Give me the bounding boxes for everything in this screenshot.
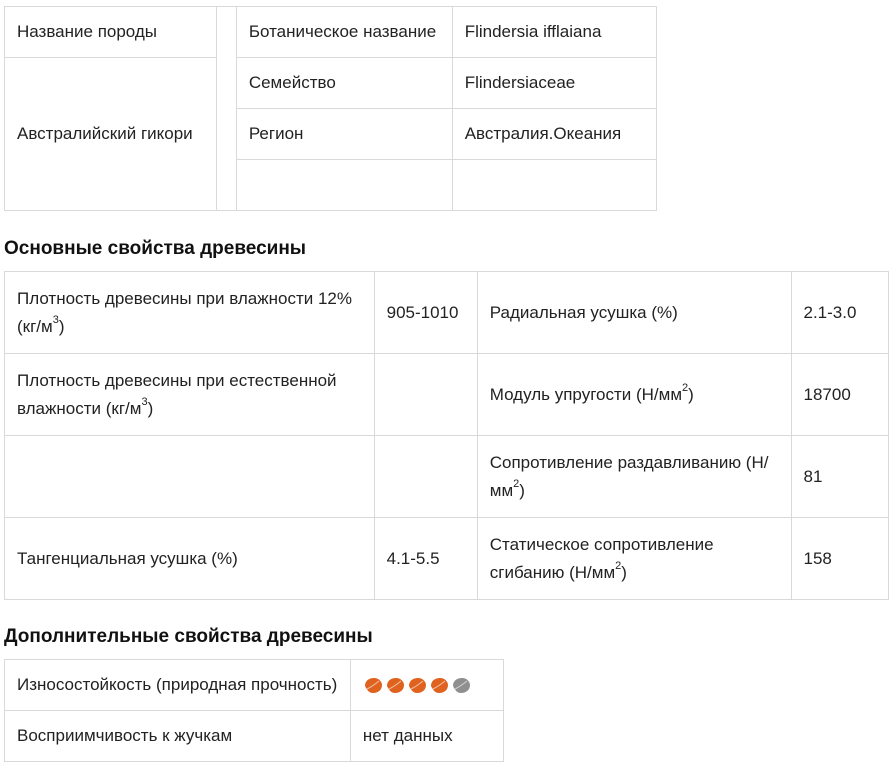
density-natural-value <box>374 354 477 436</box>
empty-cell <box>5 436 375 518</box>
durability-rating-leaves <box>363 671 491 699</box>
breed-label: Название породы <box>5 7 217 58</box>
radial-shrinkage-label: Радиальная усушка (%) <box>477 272 791 354</box>
radial-shrinkage-value: 2.1-3.0 <box>791 272 889 354</box>
tangential-shrinkage-value: 4.1-5.5 <box>374 518 477 600</box>
breed-value: Австралийский гикори <box>5 58 217 211</box>
leaf-icon <box>451 675 471 695</box>
leaf-icon <box>407 675 427 695</box>
density-natural-label: Плотность древесины при естественной влажности $(кг/м^3)$ <box>5 354 375 436</box>
empty-cell <box>236 160 452 211</box>
basic-properties-table <box>4 271 889 600</box>
crush-resistance-value: 81 <box>791 436 889 518</box>
beetle-susceptibility-label: Восприимчивость к жучкам <box>5 711 351 762</box>
crush-resistance-label: Сопротивление раздавливанию $(Н/мм^2)$ <box>477 436 791 518</box>
basic-properties-heading: Основные свойства древесины <box>4 238 307 259</box>
family-value: Flindersiaceae <box>452 58 656 109</box>
bending-resistance-value: 158 <box>791 518 889 600</box>
bending-resistance-label: Статическое сопротивление сгибанию $(Н/мм^2)$ <box>477 518 791 600</box>
elasticity-value: 18700 <box>791 354 889 436</box>
leaf-icon <box>363 675 383 695</box>
extra-properties-heading: Дополнительные свойства древесины <box>4 626 373 647</box>
family-label: Семейство <box>236 58 452 109</box>
beetle-susceptibility-value: нет данных <box>350 711 503 762</box>
leaf-icon <box>429 675 449 695</box>
empty-cell <box>452 160 656 211</box>
leaf-icon <box>385 675 405 695</box>
durability-label: Износостойкость (природная прочность) <box>5 660 351 711</box>
region-value: Австралия.Океания <box>452 109 656 160</box>
region-label: Регион <box>236 109 452 160</box>
empty-cell <box>374 436 477 518</box>
density12-label: Плотность древесины при влажности 12% $(кг/м^3)$ <box>5 272 375 354</box>
elasticity-label: Модуль упругости $(Н/мм^2)$ <box>477 354 791 436</box>
durability-rating <box>350 660 503 711</box>
extra-properties-table <box>4 659 504 762</box>
density12-value: 905-1010 <box>374 272 477 354</box>
species-table <box>4 6 657 211</box>
botanical-label: Ботаническое название <box>236 7 452 58</box>
tangential-shrinkage-label: Тангенциальная усушка (%) <box>5 518 375 600</box>
spacer-cell <box>217 7 237 211</box>
botanical-value: Flindersia ifflaiana <box>452 7 656 58</box>
